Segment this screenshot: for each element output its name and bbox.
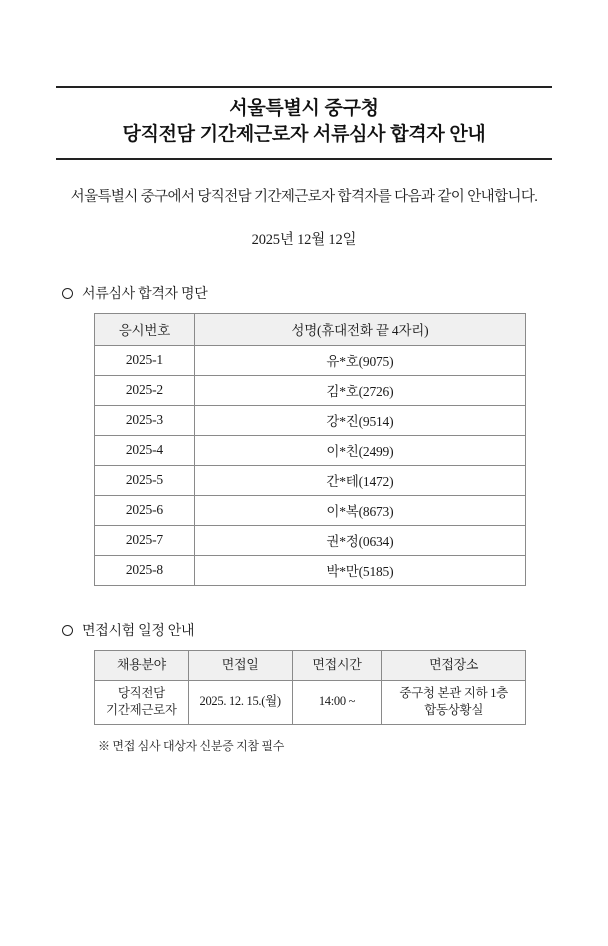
table-header-row xyxy=(95,651,526,681)
document-date: 2025년 12월 12일 xyxy=(251,232,357,249)
column-header-date: 면접일 xyxy=(188,651,292,681)
interview-schedule-table xyxy=(94,650,526,724)
cell-place xyxy=(382,680,526,724)
table-row xyxy=(95,466,526,496)
cell-name: 권*정(0634) xyxy=(194,526,525,556)
table-row xyxy=(95,406,526,436)
table-row xyxy=(95,436,526,466)
section-heading-interview-label: 면접시험 일정 안내 xyxy=(82,624,195,640)
intro-paragraph: 서울특별시 중구에서 당직전담 기간제근로자 합격자를 다음과 같이 안내합니다. xyxy=(70,189,538,206)
table-row xyxy=(95,526,526,556)
cell-name: 김*호(2726) xyxy=(194,376,525,406)
cell-place-line-2: 합동상황실 xyxy=(424,702,484,717)
table-row xyxy=(95,346,526,376)
cell-exam-number: 2025-4 xyxy=(95,436,195,466)
cell-name: 강*진(9514) xyxy=(194,406,525,436)
interview-note: ※ 면접 심사 대상자 신분증 지참 필수 xyxy=(98,738,284,753)
cell-name: 이*복(8673) xyxy=(194,496,525,526)
cell-name: 유*호(9075) xyxy=(194,346,525,376)
column-header-field: 채용분야 xyxy=(95,651,189,681)
cell-exam-number: 2025-6 xyxy=(95,496,195,526)
cell-field xyxy=(95,680,189,724)
page-title xyxy=(56,86,552,160)
column-header-time: 면접시간 xyxy=(292,651,382,681)
section-heading-interview xyxy=(62,620,552,640)
cell-place-line-1: 중구청 본관 지하 1층 xyxy=(399,685,508,700)
document-page xyxy=(0,86,608,946)
pass-list-table xyxy=(94,313,526,586)
circle-bullet-icon xyxy=(62,288,73,299)
cell-date: 2025. 12. 15.(월) xyxy=(188,680,292,724)
table-row xyxy=(95,556,526,586)
column-header-exam-number: 응시번호 xyxy=(95,314,195,346)
table-header-row xyxy=(95,314,526,346)
cell-exam-number: 2025-3 xyxy=(95,406,195,436)
cell-exam-number: 2025-8 xyxy=(95,556,195,586)
cell-time: 14:00 ~ xyxy=(292,680,382,724)
table-row xyxy=(95,376,526,406)
title-line-1: 서울특별시 중구청 xyxy=(229,98,379,119)
table-row xyxy=(95,680,526,724)
circle-bullet-icon xyxy=(62,625,73,636)
cell-exam-number: 2025-2 xyxy=(95,376,195,406)
section-heading-pass-list xyxy=(62,283,552,303)
table-row xyxy=(95,496,526,526)
column-header-place: 면접장소 xyxy=(382,651,526,681)
cell-name: 박*만(5185) xyxy=(194,556,525,586)
cell-exam-number: 2025-5 xyxy=(95,466,195,496)
cell-exam-number: 2025-7 xyxy=(95,526,195,556)
column-header-name: 성명(휴대전화 끝 4자리) xyxy=(194,314,525,346)
title-line-2: 당직전담 기간제근로자 서류심사 합격자 안내 xyxy=(122,124,486,146)
cell-name: 간*테(1472) xyxy=(194,466,525,496)
section-heading-pass-list-label: 서류심사 합격자 명단 xyxy=(82,287,208,303)
cell-name: 이*친(2499) xyxy=(194,436,525,466)
cell-field-line-1: 당직전담 xyxy=(117,685,165,700)
cell-exam-number: 2025-1 xyxy=(95,346,195,376)
cell-field-line-2: 기간제근로자 xyxy=(106,702,177,717)
